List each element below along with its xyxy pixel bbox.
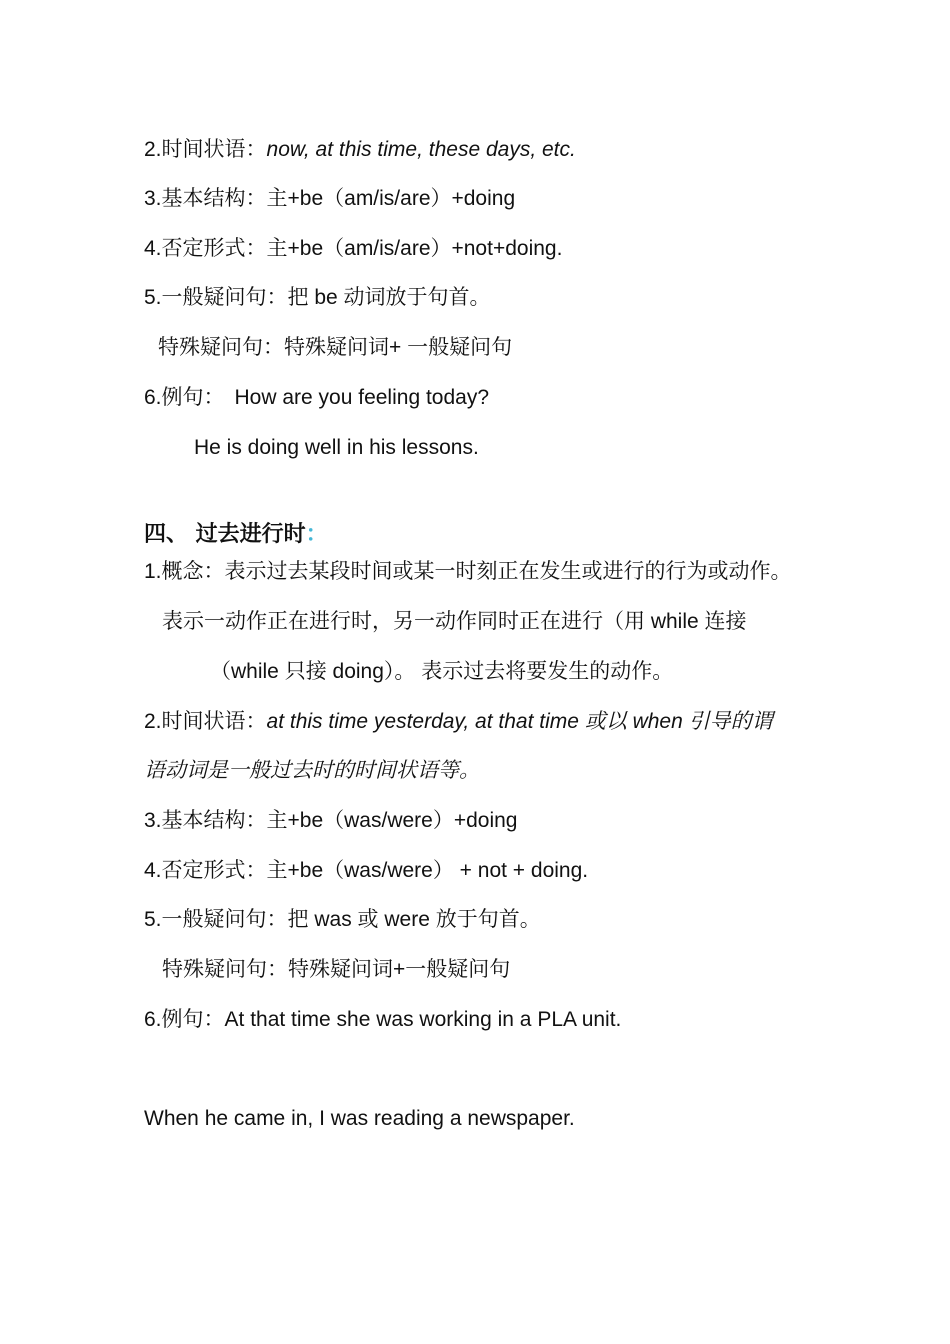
section-heading-text: 四、 过去进行时 — [144, 522, 306, 547]
s4-general-question: 5.一般疑问句：把 was 或 were 放于句首。 — [144, 908, 541, 931]
s3-example-label: 6.例句： — [144, 386, 225, 409]
s3-example-2: He is doing well in his lessons. — [194, 436, 479, 459]
s4-concept-line-3: （while 只接 doing）。 表示过去将要发生的动作。 — [210, 660, 674, 683]
s3-special-question: 特殊疑问句：特殊疑问词+ 一般疑问句 — [158, 336, 513, 359]
s3-time-adverbial-label: 2.时间状语： — [144, 138, 267, 161]
s3-example-1: How are you feeling today? — [234, 386, 490, 409]
s3-general-question: 5.一般疑问句：把 be 动词放于句首。 — [144, 286, 491, 309]
s4-example-1: 6.例句：At that time she was working in a PLA unit. — [144, 1008, 622, 1031]
s3-time-adverbial — [144, 136, 576, 164]
s4-example-2: When he came in, I was reading a newspaper. — [144, 1107, 575, 1130]
s4-negative: 4.否定形式：主+be（was/were） + not + doing. — [144, 859, 589, 882]
s4-time-adverbial-label: 2.时间状语： — [144, 710, 267, 733]
s4-time-adverbial — [144, 708, 773, 736]
s3-structure: 3.基本结构：主+be（am/is/are）+doing — [144, 187, 516, 210]
s4-structure: 3.基本结构：主+be（was/were）+doing — [144, 809, 518, 832]
s4-concept-line-2: 表示一动作正在进行时，另一动作同时正在进行（用 while 连接 — [162, 610, 747, 633]
s4-time-adverbial-value: at this time yesterday, at that time 或以 when 引导的谓 — [266, 710, 773, 733]
s4-special-question: 特殊疑问句：特殊疑问词+一般疑问句 — [162, 958, 511, 981]
s4-concept-line-1: 1.概念：表示过去某段时间或某一时刻正在发生或进行的行为或动作。 — [144, 560, 792, 583]
s3-example-1-row — [144, 384, 489, 412]
s4-time-adverbial-continuation: 语动词是一般过去时的时间状语等。 — [144, 759, 480, 782]
s3-time-adverbial-value: now, at this time, these days, etc. — [266, 138, 576, 161]
s3-negative: 4.否定形式：主+be（am/is/are）+not+doing. — [144, 237, 563, 260]
section-heading — [144, 521, 328, 549]
section-heading-colon: ： — [305, 522, 328, 547]
